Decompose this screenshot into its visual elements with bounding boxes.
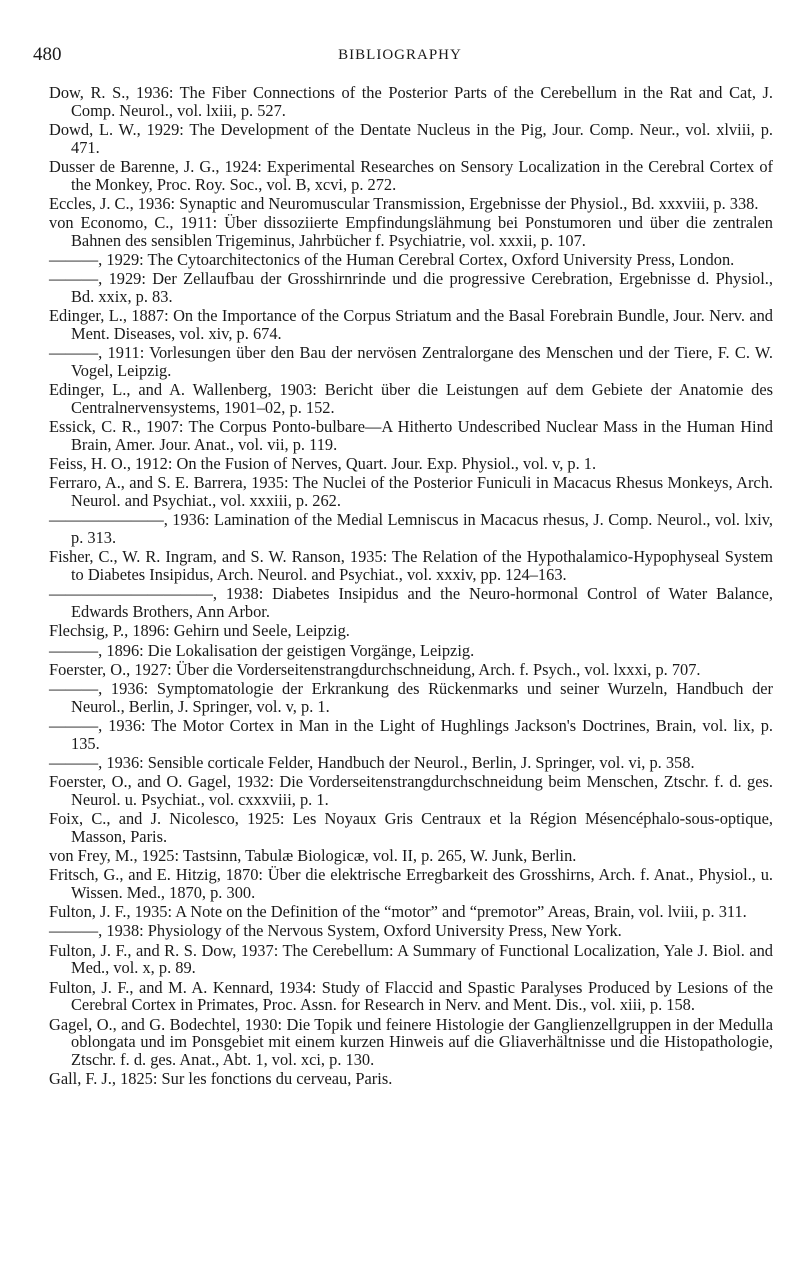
bibliography-entry: Dow, R. S., 1936: The Fiber Connections of the Posterior Parts of the Cerebellum in the Rat and Cat, J. Comp. Neurol., vol. lxiii, p. 527. bbox=[49, 83, 773, 120]
bibliography-entry: ———, 1936: Symptomatologie der Erkrankung des Rückenmarks und seiner Wurzeln, Handbuch der Neurol., Berlin, J. Springer, vol. v, p. 1. bbox=[49, 678, 773, 716]
bibliography-entry: Foix, C., and J. Nicolesco, 1925: Les Noyaux Gris Centraux et la Région Mésencéphalo-sous-optique, Masson, Paris. bbox=[49, 809, 773, 846]
bibliography-entry: von Economo, C., 1911: Über dissoziierte Empfindungslähmung bei Ponstumoren und über die zentralen Bahnen des sensiblen Trigeminus, Jahrbücher f. Psychiatrie, vol. xxxii, p. 107. bbox=[49, 213, 773, 250]
bibliography-entry: ———, 1929: Der Zellaufbau der Grosshirnrinde und die progressive Cerebration, Ergebnisse d. Physiol., Bd. xxix, p. 83. bbox=[49, 269, 773, 307]
bibliography-entry: Foerster, O., and O. Gagel, 1932: Die Vorderseitenstrangdurchschneidung beim Menschen, Ztschr. f. d. ges. Neurol. u. Psychiat., vol. cxxxviii, p. 1. bbox=[49, 772, 773, 809]
bibliography-entry: Edinger, L., 1887: On the Importance of the Corpus Striatum and the Basal Forebrain Bundle, Jour. Nerv. and Ment. Diseases, vol. xiv, p. 674. bbox=[49, 306, 773, 344]
bibliography-entry: Fisher, C., W. R. Ingram, and S. W. Ranson, 1935: The Relation of the Hypothalamico-Hypophyseal System to Diabetes Insipidus, Arch. Neurol. and Psychiat., vol. xxxiv, pp. 124–163. bbox=[49, 547, 773, 585]
bibliography-entry: Fulton, J. F., and M. A. Kennard, 1934: Study of Flaccid and Spastic Paralyses Produced by Lesions of the Cerebral Cortex in Primates, Proc. Assn. for Research in Nerv. and Ment. Dis., vol. xiii, p. 158. bbox=[49, 977, 773, 1015]
bibliography-entry: Essick, C. R., 1907: The Corpus Ponto-bulbare—A Hitherto Undescribed Nuclear Mass in the Human Hind Brain, Amer. Jour. Anat., vol. vii, p. 119. bbox=[49, 417, 773, 455]
bibliography-entry: Foerster, O., 1927: Über die Vorderseitenstrangdurchschneidung, Arch. f. Psych., vol. lxxxi, p. 707. bbox=[49, 659, 701, 679]
bibliography-entry: ———, 1936: The Motor Cortex in Man in the Light of Hughlings Jackson's Doctrines, Brain, vol. lix, p. 135. bbox=[49, 715, 773, 753]
bibliography-entry: Flechsig, P., 1896: Gehirn und Seele, Leipzig. bbox=[49, 621, 350, 641]
bibliography-entry: Eccles, J. C., 1936: Synaptic and Neuromuscular Transmission, Ergebnisse der Physiol., Bd. xxxviii, p. 338. bbox=[49, 193, 759, 213]
bibliography-entry: ———, 1929: The Cytoarchitectonics of the Human Cerebral Cortex, Oxford University Press, London. bbox=[49, 250, 735, 270]
page-number: 480 bbox=[33, 44, 62, 65]
bibliography-entry: Dusser de Barenne, J. G., 1924: Experimental Researches on Sensory Localization in the Cerebral Cortex of the Monkey, Proc. Roy. Soc., vol. B, xcvi, p. 272. bbox=[49, 156, 773, 194]
bibliography-entry: Edinger, L., and A. Wallenberg, 1903: Bericht über die Leistungen auf dem Gebiete der Anatomie des Centralnervensystems, 1901–02, p. 152. bbox=[49, 380, 773, 418]
bibliography-entry: Ferraro, A., and S. E. Barrera, 1935: The Nuclei of the Posterior Funiculi in Macacus Rhesus Monkeys, Arch. Neurol. and Psychiat., vol. xxxiii, p. 262. bbox=[49, 473, 773, 511]
bibliography-entry: ———, 1896: Die Lokalisation der geistigen Vorgänge, Leipzig. bbox=[49, 640, 475, 660]
bibliography-entry: Gall, F. J., 1825: Sur les fonctions du cerveau, Paris. bbox=[49, 1069, 393, 1089]
bibliography-list bbox=[49, 84, 773, 1090]
bibliography-entry: ———, 1911: Vorlesungen über den Bau der nervösen Zentralorgane des Menschen und der Tiere, F. C. W. Vogel, Leipzig. bbox=[49, 343, 773, 381]
bibliography-entry: ———, 1936: Sensible corticale Felder, Handbuch der Neurol., Berlin, J. Springer, vol. vi, p. 358. bbox=[49, 752, 695, 772]
bibliography-entry: Fulton, J. F., and R. S. Dow, 1937: The Cerebellum: A Summary of Functional Localization, Yale J. Biol. and Med., vol. x, p. 89. bbox=[49, 940, 773, 978]
bibliography-entry: ———, 1938: Physiology of the Nervous System, Oxford University Press, New York. bbox=[49, 921, 622, 941]
running-head: BIBLIOGRAPHY bbox=[338, 47, 462, 63]
bibliography-entry: Dowd, L. W., 1929: The Development of the Dentate Nucleus in the Pig, Jour. Comp. Neur., vol. xlviii, p. 471. bbox=[49, 119, 773, 157]
bibliography-entry: ———————, 1936: Lamination of the Medial Lemniscus in Macacus rhesus, J. Comp. Neurol., vol. lxiv, p. 313. bbox=[49, 510, 773, 548]
bibliography-entry: Fulton, J. F., 1935: A Note on the Definition of the “motor” and “premotor” Areas, Brain, vol. lviii, p. 311. bbox=[49, 902, 747, 922]
bibliography-entry: von Frey, M., 1925: Tastsinn, Tabulæ Biologicæ, vol. II, p. 265, W. Junk, Berlin. bbox=[49, 846, 577, 866]
bibliography-entry: Fritsch, G., and E. Hitzig, 1870: Über die elektrische Erregbarkeit des Grosshirns, Arch. f. Anat., Physiol., u. Wissen. Med., 1870, p. 300. bbox=[49, 865, 773, 903]
bibliography-entry: Feiss, H. O., 1912: On the Fusion of Nerves, Quart. Jour. Exp. Physiol., vol. v, p. 1. bbox=[49, 454, 597, 474]
bibliography-entry: Gagel, O., and G. Bodechtel, 1930: Die Topik und feinere Histologie der Ganglienzellgruppen in der Medulla oblongata und im Ponsgebiet mit einem kurzen Hinweis auf die Gliaverhältnisse und die Histopathologie, Ztschr. f. d. ges. Anat., Abt. 1, vol. xci, p. 130. bbox=[49, 1014, 773, 1070]
bibliography-entry: ——————————, 1938: Diabetes Insipidus and the Neuro-hormonal Control of Water Balance, Edwards Brothers, Ann Arbor. bbox=[49, 584, 773, 622]
